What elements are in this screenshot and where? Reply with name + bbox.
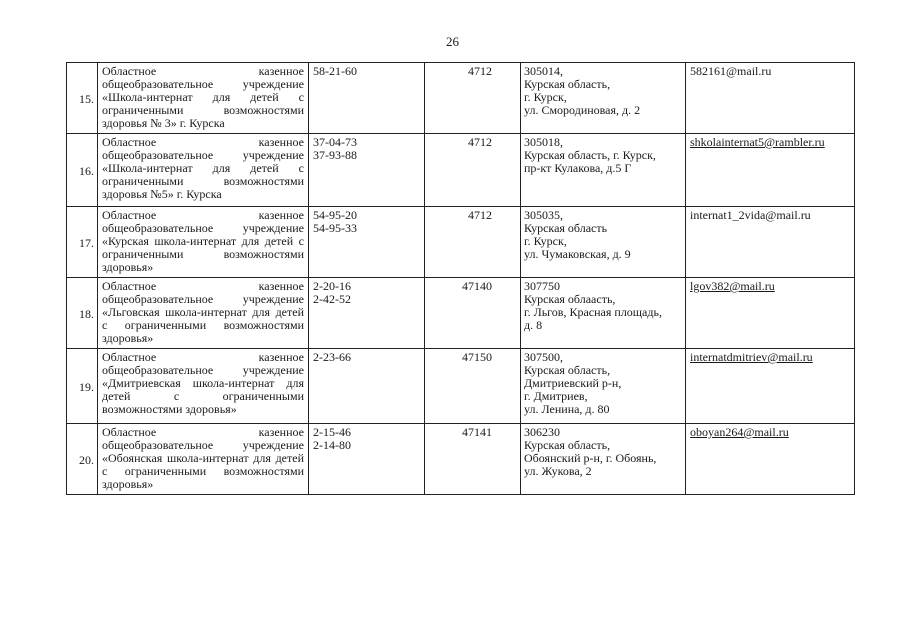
- area-code: 4712: [425, 63, 521, 134]
- address-line: пр-кт Кулакова, д.5 Г: [524, 161, 632, 175]
- phone: 2-14-80: [313, 438, 351, 452]
- institution-name: Областное казенное общеобразовательное учреждение «Дмитриевская школа-интернат для детей с ограниченными возможностями здоровья»: [98, 349, 309, 424]
- address-line: Курская область, г. Курск,: [524, 148, 656, 162]
- area-code: 47150: [425, 349, 521, 424]
- address-line: Курская облаасть,: [524, 292, 616, 306]
- area-code: 47140: [425, 278, 521, 349]
- phone-cell: [309, 278, 425, 349]
- institution-name: Областное казенное общеобразовательное учреждение «Льговская школа-интернат для детей с ограниченными возможностями здоровья»: [98, 278, 309, 349]
- email: internat1_2vida@mail.ru: [686, 207, 855, 278]
- address-line: ул. Смородиновая, д. 2: [524, 103, 641, 117]
- address-line: Курская область,: [524, 363, 611, 377]
- address-line: г. Дмитриев,: [524, 389, 588, 403]
- address-cell: [521, 134, 686, 207]
- address-line: Дмитриевский р-н,: [524, 376, 622, 390]
- phone: 2-20-16: [313, 279, 351, 293]
- phone-cell: [309, 207, 425, 278]
- row-number: 20.: [67, 424, 98, 495]
- phone: 2-42-52: [313, 292, 351, 306]
- address-cell: [521, 424, 686, 495]
- phone-cell: [309, 424, 425, 495]
- address-line: 307750: [524, 279, 560, 293]
- row-number: 18.: [67, 278, 98, 349]
- address-cell: [521, 349, 686, 424]
- row-number: 17.: [67, 207, 98, 278]
- address-line: г. Курск,: [524, 90, 567, 104]
- phone-cell: [309, 134, 425, 207]
- address-line: д. 8: [524, 318, 543, 332]
- address-line: Обоянский р-н, г. Обоянь,: [524, 451, 657, 465]
- row-number: 19.: [67, 349, 98, 424]
- phone-cell: [309, 63, 425, 134]
- address-line: 305035,: [524, 208, 563, 222]
- table-row: [67, 134, 855, 207]
- area-code: 4712: [425, 207, 521, 278]
- address-cell: [521, 63, 686, 134]
- institution-name: Областное казенное общеобразовательное учреждение «Школа-интернат для детей с ограниченными возможностями здоровья №5» г. Курска: [98, 134, 309, 207]
- institution-name: Областное казенное общеобразовательное учреждение «Школа-интернат для детей с ограниченными возможностями здоровья № 3» г. Курска: [98, 63, 309, 134]
- address-line: Курская область,: [524, 77, 611, 91]
- phone: 37-04-73: [313, 135, 357, 149]
- address-line: г. Льгов, Красная площадь,: [524, 305, 662, 319]
- table-row: [67, 207, 855, 278]
- email: 582161@mail.ru: [686, 63, 855, 134]
- email[interactable]: lgov382@mail.ru: [686, 278, 855, 349]
- address-line: 307500,: [524, 350, 563, 364]
- institution-name: Областное казенное общеобразовательное учреждение «Курская школа-интернат для детей с ограниченными возможностями здоровья»: [98, 207, 309, 278]
- table-row: [67, 63, 855, 134]
- address-cell: [521, 278, 686, 349]
- address-cell: [521, 207, 686, 278]
- area-code: 4712: [425, 134, 521, 207]
- row-number: 15.: [67, 63, 98, 134]
- address-line: 306230: [524, 425, 560, 439]
- page-number: 26: [446, 34, 459, 49]
- address-line: ул. Жукова, 2: [524, 464, 592, 478]
- phone: 2-23-66: [313, 350, 351, 364]
- address-line: г. Курск,: [524, 234, 567, 248]
- table-row: [67, 278, 855, 349]
- email[interactable]: shkolainternat5@rambler.ru: [686, 134, 855, 207]
- phone: 58-21-60: [313, 64, 357, 78]
- table-row: [67, 424, 855, 495]
- email[interactable]: oboyan264@mail.ru: [686, 424, 855, 495]
- table-row: [67, 349, 855, 424]
- phone: 37-93-88: [313, 148, 357, 162]
- institutions-table: [66, 62, 855, 495]
- phone: 54-95-20: [313, 208, 357, 222]
- address-line: ул. Ленина, д. 80: [524, 402, 610, 416]
- address-line: 305014,: [524, 64, 563, 78]
- institution-name: Областное казенное общеобразовательное учреждение «Обоянская школа-интернат для детей с ограниченными возможностями здоровья»: [98, 424, 309, 495]
- phone-cell: [309, 349, 425, 424]
- address-line: ул. Чумаковская, д. 9: [524, 247, 631, 261]
- address-line: Курская область: [524, 221, 608, 235]
- phone: 54-95-33: [313, 221, 357, 235]
- address-line: Курская область,: [524, 438, 611, 452]
- email[interactable]: internatdmitriev@mail.ru: [686, 349, 855, 424]
- phone: 2-15-46: [313, 425, 351, 439]
- row-number: 16.: [67, 134, 98, 207]
- address-line: 305018,: [524, 135, 563, 149]
- area-code: 47141: [425, 424, 521, 495]
